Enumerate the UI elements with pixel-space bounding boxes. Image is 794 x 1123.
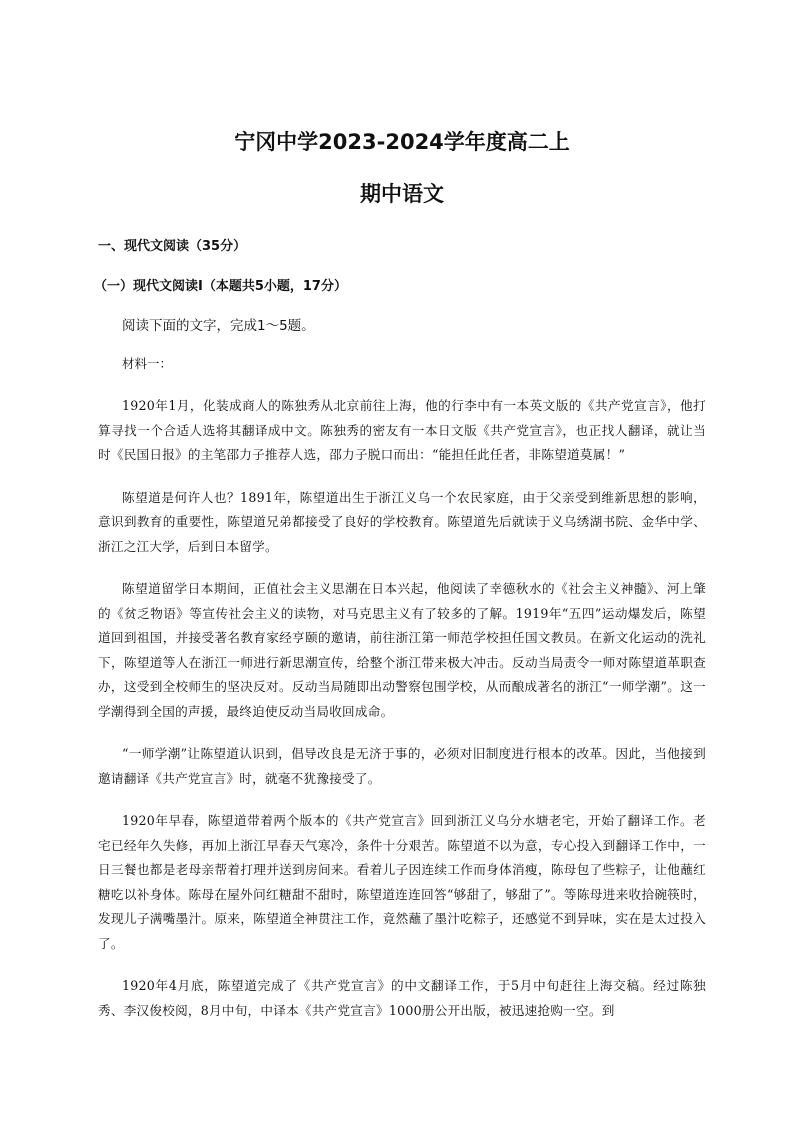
document-subtitle: 期中语文 xyxy=(360,182,444,206)
document-title: 宁冈中学2023-2024学年度高二上 xyxy=(234,130,570,154)
section-heading-modern-reading: 一、现代文阅读（35分） xyxy=(98,239,247,254)
body-paragraph: 1920年1月，化装成商人的陈独秀从北京前往上海，他的行李中有一本英文版的《共产党宣言》，他打算寻找一个合适人选将其翻译成中文。陈独秀的密友有一本日文版《共产党宣言》，也正找人翻译，就让当时《民国日报》的主笔邵力子推荐人选，邵力子脱口而出：“能担任此任者，非陈望道莫属！” xyxy=(98,398,706,462)
material-label: 材料一： xyxy=(122,356,173,371)
reading-instruction: 阅读下面的文字，完成1～5题。 xyxy=(122,318,315,334)
body-paragraph: 陈望道是何许人也？1891年，陈望道出生于浙江义乌一个农民家庭，由于父亲受到维新思想的影响，意识到教育的重要性，陈望道兄弟都接受了良好的学校教育。陈望道先后就读于义乌绣湖书院、金华中学、浙江之江大学，后到日本留学。 xyxy=(98,489,706,554)
body-paragraph: “一师学潮”让陈望道认识到，倡导改良是无济于事的，必须对旧制度进行根本的改革。因此，当他接到邀请翻译《共产党宣言》时，就毫不犹豫接受了。 xyxy=(98,746,706,786)
subsection-heading-reading-1: （一）现代文阅读Ⅰ（本题共5小题，17分） xyxy=(94,279,347,294)
body-paragraph: 陈望道留学日本期间，正值社会主义思潮在日本兴起，他阅读了幸德秋水的《社会主义神髓》、河上肇的《贫乏物语》等宣传社会主义的读物，对马克思主义有了较多的了解。1919年“五四”运动爆发后，陈望道回到祖国，并接受著名教育家经亨颐的邀请，前往浙江第一师范学校担任国文教员。在新文化运动的洗礼下，陈望道等人在浙江一师进行新思潮宣传，给整个浙江带来极大冲击。反动当局责令一师对陈望道革职查办，这受到全校师生的坚决反对。反动当局随即出动警察包围学校，从而酿成著名的浙江“一师学潮”。这一学潮得到全国的声援，最终迫使反动当局收回成命。 xyxy=(98,581,706,719)
body-paragraph: 1920年早春，陈望道带着两个版本的《共产党宣言》回到浙江义乌分水塘老宅，开始了翻译工作。老宅已经年久失修，再加上浙江早春天气寒冷，条件十分艰苦。陈望道不以为意，专心投入到翻译工作中，一日三餐也都是老母亲帮着打理并送到房间来。看着儿子因连续工作而身体消瘦，陈母包了些粽子，让他蘸红糖吃以补身体。陈母在屋外问红糖甜不甜时，陈望道连连回答“够甜了，够甜了”。等陈母进来收拾碗筷时，发现儿子满嘴墨汁。原来，陈望道全神贯注工作，竟然蘸了墨汁吃粽子，还感觉不到异味，实在是太过投入了。 xyxy=(98,813,706,951)
body-paragraph: 1920年4月底，陈望道完成了《共产党宣言》的中文翻译工作，于5月中旬赶往上海交稿。经过陈独秀、李汉俊校阅，8月中旬，中译本《共产党宣言》1000册公开出版，被迅速抢购一空。到 xyxy=(98,978,706,1018)
